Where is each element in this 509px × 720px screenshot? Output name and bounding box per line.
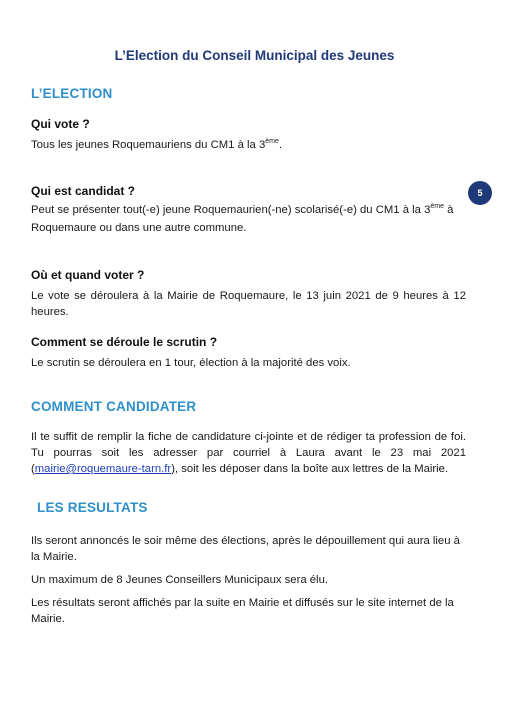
section-heading-results: LES RESULTATS xyxy=(37,500,148,515)
apply-text-end: ), soit les déposer dans la boîte aux lettres de la Mairie. xyxy=(171,463,449,475)
answer-who-candidate xyxy=(31,201,466,237)
email-link[interactable]: mairie@roquemaure-tarn.fr xyxy=(34,463,172,475)
answer-how: Le scrutin se déroulera en 1 tour, élection à la majorité des voix. xyxy=(31,357,351,369)
apply-text: Il te suffit de remplir la fiche de candidature ci-jointe et de rédiger ta profession de foi. Tu pourras soit les adresser par courriel à Laura avant le 23 mai 2021 ( xyxy=(31,431,466,475)
results-paragraph-1: Ils seront annoncés le soir même des élections, après le dépouillement qui aura lieu à la Mairie. xyxy=(31,535,460,563)
apply-paragraph xyxy=(31,429,466,477)
page-number-badge: 5 xyxy=(468,181,492,205)
answer-text: Peut se présenter tout(-e) jeune Roquemaurien(-ne) scolarisé(-e) du CM1 à la 3 xyxy=(31,204,431,216)
section-heading-apply: COMMENT CANDIDATER xyxy=(31,399,197,414)
section-heading-election: L’ELECTION xyxy=(31,86,113,101)
question-who-candidate: Qui est candidat ? xyxy=(31,184,136,198)
answer-text: Tous les jeunes Roquemauriens du CM1 à la 3 xyxy=(31,139,266,151)
superscript: ème xyxy=(430,203,444,210)
question-who-votes: Qui vote ? xyxy=(31,117,90,131)
superscript: ème xyxy=(265,138,279,145)
answer-text-end: à Roquemaure ou dans une autre commune. xyxy=(31,204,454,234)
results-paragraph-2: Un maximum de 8 Jeunes Conseillers Municipaux sera élu. xyxy=(31,574,328,586)
answer-text-end: . xyxy=(278,139,282,151)
answer-where-when: Le vote se déroulera à la Mairie de Roquemaure, le 13 juin 2021 de 9 heures à 12 heures. xyxy=(31,290,466,318)
page-title: L’Election du Conseil Municipal des Jeunes xyxy=(114,48,395,63)
question-how: Comment se déroule le scrutin ? xyxy=(31,335,218,349)
question-where-when: Où et quand voter ? xyxy=(31,268,145,282)
answer-who-votes xyxy=(31,137,466,153)
results-paragraph-3: Les résultats seront affichés par la suite en Mairie et diffusés sur le site internet de la Mairie. xyxy=(31,597,454,625)
